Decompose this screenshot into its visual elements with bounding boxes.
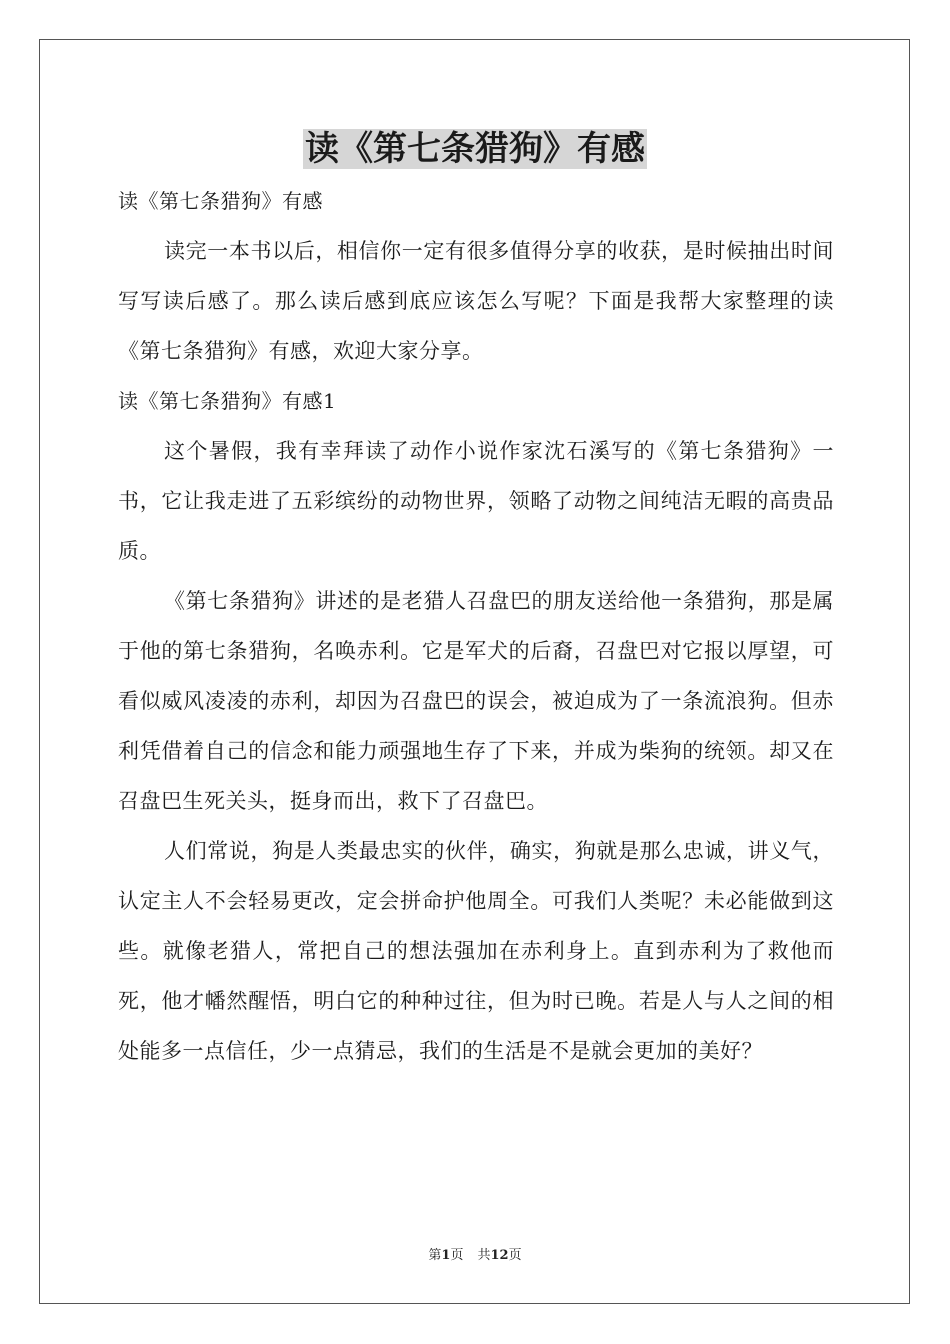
section-heading: 读《第七条猎狗》有感: [118, 189, 323, 213]
body-paragraph: 这个暑假，我有幸拜读了动作小说作家沈石溪写的《第七条猎狗》一书，它让我走进了五彩缤纷的动物世界，领略了动物之间纯洁无暇的高贵品质。: [118, 439, 834, 563]
body-paragraph: 读完一本书以后，相信你一定有很多值得分享的收获，是时候抽出时间写写读后感了。那么读后感到底应该怎么写呢？下面是我帮大家整理的读《第七条猎狗》有感，欢迎大家分享。: [118, 239, 834, 363]
body-paragraph: 人们常说，狗是人类最忠实的伙伴，确实，狗就是那么忠诚，讲义气，认定主人不会轻易更改，定会拼命护他周全。可我们人类呢？未必能做到这些。就像老猎人，常把自己的想法强加在赤利身上。直到赤利为了救他而死，他才幡然醒悟，明白它的种种过往，但为时已晚。若是人与人之间的相处能多一点信任，少一点猜忌，我们的生活是不是就会更加的美好？: [118, 839, 834, 1063]
document-title-text: 读《第七条猎狗》有感: [305, 129, 645, 169]
section-heading: 读《第七条猎狗》有感1: [118, 389, 337, 413]
body-paragraph: 《第七条猎狗》讲述的是老猎人召盘巴的朋友送给他一条猎狗，那是属于他的第七条猎狗，名唤赤利。它是军犬的后裔，召盘巴对它报以厚望，可看似威风凌凌的赤利，却因为召盘巴的误会，被迫成为了一条流浪狗。但赤利凭借着自己的信念和能力顽强地生存了下来，并成为柴狗的统领。却又在召盘巴生死关头，挺身而出，救下了召盘巴。: [118, 589, 834, 813]
page-footer: [0, 1247, 950, 1265]
page-total: 12: [490, 1248, 509, 1263]
page-prefix: 第: [428, 1248, 442, 1263]
document-title: [0, 124, 950, 174]
page-suffix: 页: [450, 1248, 464, 1263]
document-body: [118, 176, 834, 1076]
page-current: 1: [441, 1248, 451, 1263]
total-suffix: 页: [508, 1248, 522, 1263]
total-prefix: 共: [477, 1248, 491, 1263]
